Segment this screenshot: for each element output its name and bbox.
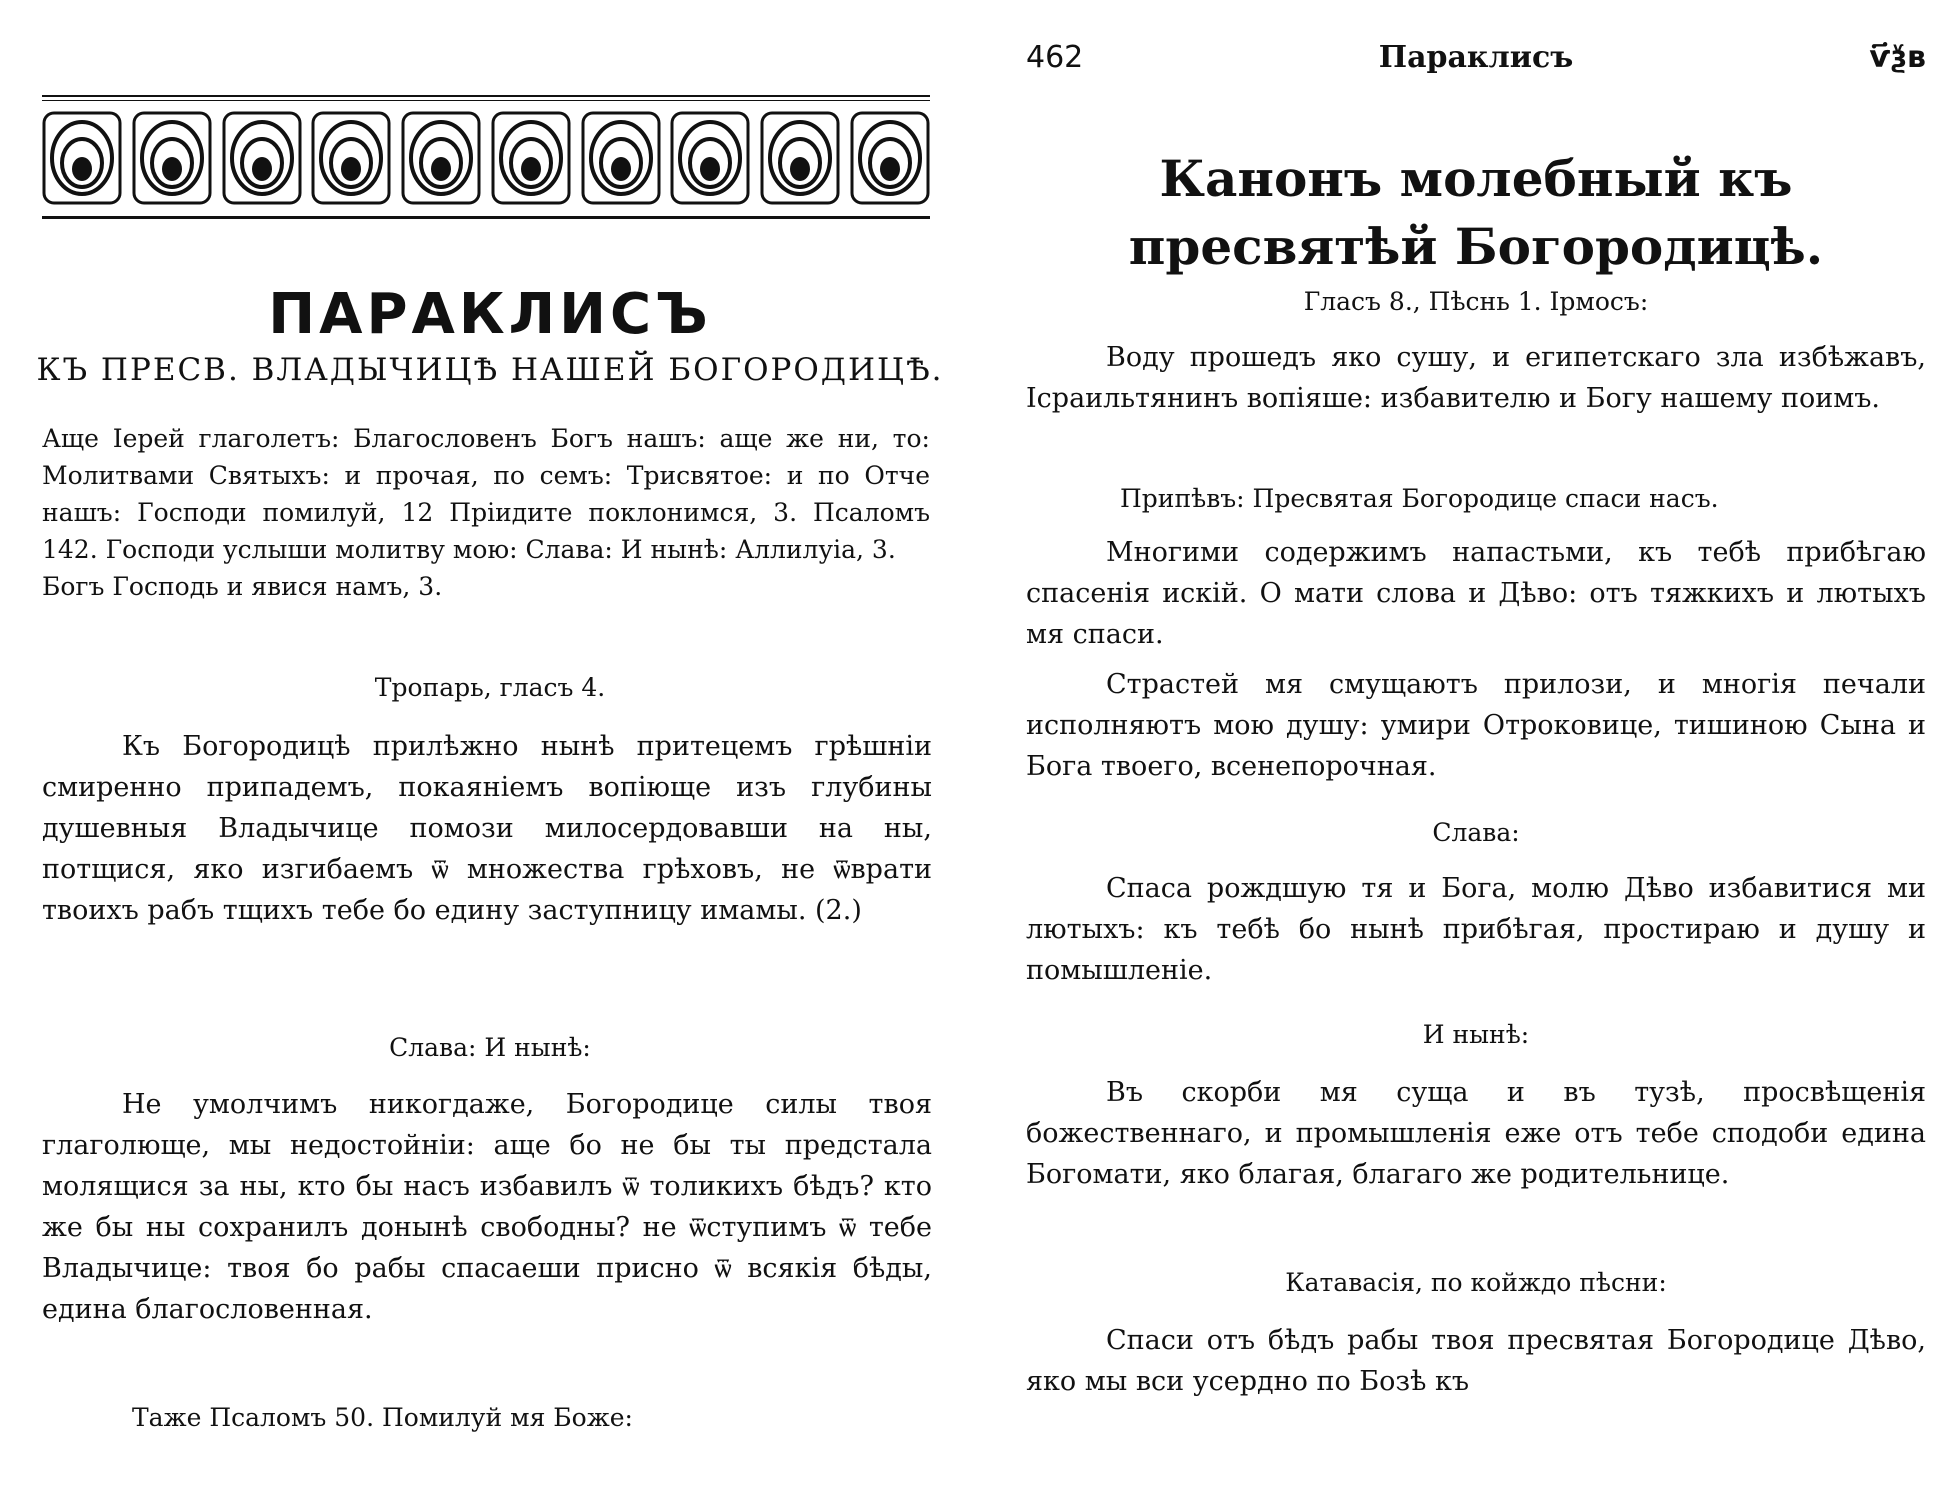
troparion-1-text: Многими содержимъ напастьми, къ тебѣ прибѣгаю спасенія искій. О мати слова и Дѣво: отъ тяжкихъ и лютыхъ мя спаси.	[1026, 537, 1926, 650]
i-nyne-header: И нынѣ:	[1422, 1020, 1530, 1049]
troparion-text: Къ Богородицѣ прилѣжно нынѣ притецемъ грѣшніи смиренно припадемъ, покаяніемъ вопіюще изъ глубины душевныя Владычице помози милосердовавши на ны, потщися, яко изгибаемъ ѿ множества грѣховъ, не ѿврати твоихъ рабъ тщихъ тебе бо едину заступницу имамы. (2.)	[42, 731, 932, 926]
rose-ornament-icon	[581, 111, 661, 205]
church-slavonic-page-number: ѵ҃ѯв	[1869, 40, 1926, 75]
theotokion-text: Не умолчимъ никогдаже, Богородице силы твоя глаголюще, мы недостойніи: аще бо не бы ты предстала молящися за ны, кто бы насъ избавилъ ѿ толикихъ бѣдъ? кто же бы ны сохранилъ донынѣ свободны? не ѿступимъ ѿ тебе Владычице: твоя бо рабы спасаеши присно ѿ всякія бѣды, едина благословенная.	[42, 1089, 932, 1325]
rose-ornament-icon	[42, 111, 122, 205]
refrain: Припѣвъ: Пресвятая Богородице спаси насъ.	[1120, 484, 1719, 513]
rose-ornament-icon	[760, 111, 840, 205]
rubric-intro	[42, 420, 930, 605]
slava-text: Спаса рождшую тя и Бога, молю Дѣво избавитися ми лютыхъ: къ тебѣ бо нынѣ прибѣгая, простираю и душу и помышленіе.	[1026, 873, 1926, 986]
rose-ornament-icon	[850, 111, 930, 205]
slava-header: Слава: И нынѣ:	[389, 1033, 591, 1062]
page-subtitle: КЪ ПРЕСВ. ВЛАДЫЧИЦѢ НАШЕЙ БОГОРОДИЦѢ.	[36, 352, 944, 388]
ode-header: Гласъ 8., Пѣснь 1. Ірмосъ:	[1303, 287, 1649, 316]
rubric-intro-last-line: Богъ Господь и явися намъ, 3.	[42, 572, 443, 601]
rose-ornament-icon	[401, 111, 481, 205]
running-title: Параклисъ	[1378, 40, 1574, 75]
canon-title: Канонъ молебный къ пресвятѣй Богородицѣ.	[1128, 149, 1824, 276]
irmos-text: Воду прошедъ яко сушу, и египетскаго зла избѣжавъ, Ісраильтянинъ вопіяше: избавителю и Богу нашему поимъ.	[1026, 342, 1926, 414]
rubric-intro-text: Аще Іерей глаголетъ: Благословенъ Богъ нашъ: аще же ни, то: Молитвами Святыхъ: и прочая, по семъ: Трисвятое: и по Отче нашъ: Господи помилуй, 12 Пріидите поклонимся, 3. Псаломъ 142. Господи услыши молитву мою: Слава: И нынѣ: Аллилуіа, 3.	[42, 424, 930, 564]
rose-ornament-icon	[222, 111, 302, 205]
katavasia-header: Катавасія, по койждо пѣсни:	[1285, 1268, 1667, 1297]
rose-ornament-icon	[670, 111, 750, 205]
rose-ornament-icon	[311, 111, 391, 205]
katavasia-text: Спаси отъ бѣдъ рабы твоя пресвятая Богородице Дѣво, яко мы вси усердно по Бозѣ къ	[1026, 1325, 1926, 1397]
slava-header-right: Слава:	[1432, 818, 1520, 847]
i-nyne-text: Въ скорби мя суща и въ тузѣ, просвѣщенія божественнаго, и промышленія еже отъ тебе сподоби едина Богомати, яко благая, благаго же родительнице.	[1026, 1077, 1926, 1190]
rose-ornament-icon	[132, 111, 212, 205]
closing-rubric: Таже Псаломъ 50. Помилуй мя Боже:	[132, 1403, 633, 1432]
right-page	[1010, 0, 1942, 1500]
page-title: ПАРАКЛИСЪ	[268, 282, 712, 347]
page-number: 462	[1026, 40, 1084, 75]
troparion-2-text: Страстей мя смущаютъ прилози, и многія печали исполняютъ мою душу: умири Отроковице, тишиною Сына и Бога твоего, всенепорочная.	[1026, 669, 1926, 782]
decorative-header-ornament	[42, 95, 930, 219]
rose-ornament-icon	[491, 111, 571, 205]
troparion-header: Тропарь, гласъ 4.	[374, 673, 606, 702]
